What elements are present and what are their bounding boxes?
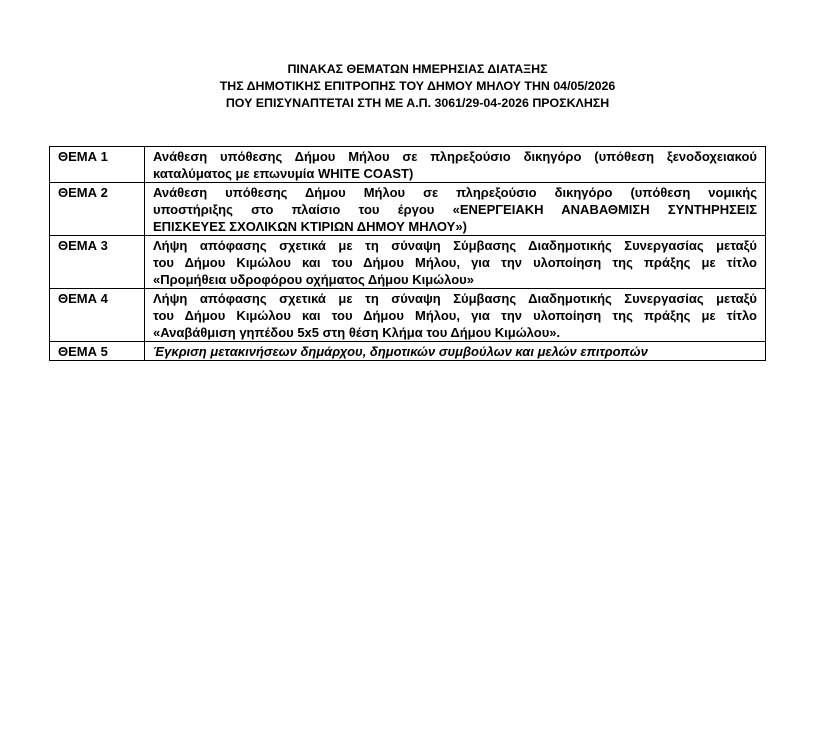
description-line: Έγκριση μετακινήσεων δημάρχου, δημοτικών συμβούλων και μελών επιτροπών — [153, 344, 648, 359]
description-line: του Δήμου Κιμώλου και του Δήμου Μήλου, για την υλοποίηση της πράξης με τίτλο — [153, 255, 757, 270]
agenda-item-description — [145, 342, 766, 361]
document-header — [0, 61, 835, 112]
description-line: ΕΠΙΣΚΕΥΕΣ ΣΧΟΛΙΚΩΝ ΚΤΙΡΙΩΝ ΔΗΜΟΥ ΜΗΛΟΥ») — [153, 219, 467, 234]
agenda-row — [50, 342, 766, 361]
description-line: του Δήμου Κιμώλου και του Δήμου Μήλου, για την υλοποίηση της πράξης με τίτλο — [153, 308, 757, 323]
header-title-line-1: ΠΙΝΑΚΑΣ ΘΕΜΑΤΩΝ ΗΜΕΡΗΣΙΑΣ ΔΙΑΤΑΞΗΣ — [287, 62, 548, 76]
agenda-item-number: ΘΕΜΑ 4 — [50, 289, 145, 342]
agenda-item-description — [145, 236, 766, 289]
agenda-item-number: ΘΕΜΑ 2 — [50, 183, 145, 236]
agenda-item-number: ΘΕΜΑ 5 — [50, 342, 145, 361]
description-line: Λήψη απόφασης σχετικά με τη σύναψη Σύμβασης Διαδημοτικής Συνεργασίας μεταξύ — [153, 238, 757, 253]
agenda-item-description — [145, 147, 766, 183]
agenda-item-description — [145, 289, 766, 342]
agenda-item-description — [145, 183, 766, 236]
agenda-item-number: ΘΕΜΑ 3 — [50, 236, 145, 289]
description-line: Ανάθεση υπόθεσης Δήμου Μήλου σε πληρεξούσιο δικηγόρο (υπόθεση ξενοδοχειακού — [153, 149, 757, 164]
description-line: Λήψη απόφασης σχετικά με τη σύναψη Σύμβασης Διαδημοτικής Συνεργασίας μεταξύ — [153, 291, 757, 306]
header-title-line-3: ΠΟΥ ΕΠΙΣΥΝΑΠΤΕΤΑΙ ΣΤΗ ΜΕ Α.Π. 3061/29-04-2026 ΠΡΟΣΚΛΗΣΗ — [225, 96, 610, 110]
description-line: καταλύματος με επωνυμία WHITE COAST) — [153, 166, 414, 181]
agenda-table — [49, 146, 766, 361]
description-line: υποστήριξης στο πλαίσιο του έργου «ΕΝΕΡΓΕΙΑΚΗ ΑΝΑΒΑΘΜΙΣΗ ΣΥΝΤΗΡΗΣΕΙΣ — [153, 202, 757, 217]
agenda-row — [50, 289, 766, 342]
header-title-line-2: ΤΗΣ ΔΗΜΟΤΙΚΗΣ ΕΠΙΤΡΟΠΗΣ ΤΟΥ ΔΗΜΟΥ ΜΗΛΟΥ ΤΗΝ 04/05/2026 — [219, 79, 616, 93]
agenda-item-number: ΘΕΜΑ 1 — [50, 147, 145, 183]
description-line: «Προμήθεια υδροφόρου οχήματος Δήμου Κιμώλου» — [153, 272, 474, 287]
agenda-row — [50, 236, 766, 289]
description-line: «Αναβάθμιση γηπέδου 5x5 στη θέση Κλήμα του Δήμου Κιμώλου». — [153, 325, 561, 340]
description-line: Ανάθεση υπόθεσης Δήμου Μήλου σε πληρεξούσιο δικηγόρο (υπόθεση νομικής — [153, 185, 757, 200]
agenda-row — [50, 183, 766, 236]
agenda-row — [50, 147, 766, 183]
